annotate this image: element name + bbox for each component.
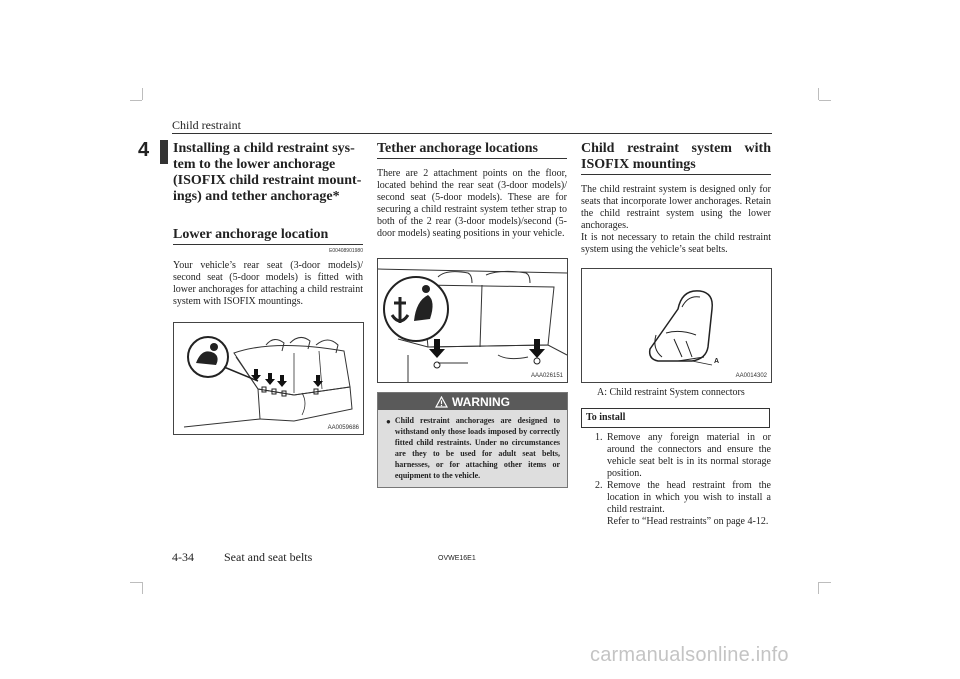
lower-anchorage-heading: Lower anchorage location: [173, 227, 363, 245]
crop-mark: [818, 582, 819, 594]
section-title: [173, 141, 363, 205]
step-text: Remove the head restraint from the location in which you wish to install a child restraint.: [607, 480, 771, 515]
column-3: [581, 141, 771, 528]
watermark: carmanualsonline.info: [590, 644, 789, 666]
child-seat-illustration: [582, 269, 771, 382]
crop-mark: [142, 582, 143, 594]
footer-section: Seat and seat belts: [224, 550, 313, 564]
warning-box: [377, 392, 568, 488]
header-rule: [172, 133, 772, 134]
warning-text: Child restraint anchorages are designed to withstand only those loads imposed by correctly fitted child restraints. Under no circumstances are they to be used for adult seat belts, harnesses, or for attaching other items or equipment to the vehicle.: [394, 416, 560, 480]
lower-anchorage-figure: [173, 322, 364, 435]
page-number: 4-34: [172, 550, 194, 564]
isofix-heading-line: ISOFIX mountings: [581, 157, 696, 172]
figure-caption: A: Child restraint System connectors: [597, 387, 745, 398]
section-title-line: (ISOFIX child restraint mount-: [173, 173, 362, 188]
tether-anchorage-text: There are 2 attachment points on the floor, located behind the rear seat (3-door models)/ second seat (5-door models). These are for securing a child restraint system tether strap to both of the 2 rear (3-door models)/second (5-door models) seating positions in your vehicle.: [377, 168, 567, 239]
warning-body: [378, 410, 567, 487]
figure-code: AAA026151: [530, 373, 563, 379]
figure-code: AA0014302: [735, 373, 767, 379]
install-step: [605, 480, 771, 528]
tether-anchorage-heading: Tether anchorage locations: [377, 141, 567, 159]
tether-anchorage-figure: [377, 258, 568, 383]
isofix-heading-line: Child restraint system with: [581, 141, 771, 156]
section-title-line: ings) and tether anchorage*: [173, 189, 340, 204]
lower-anchorage-text: Your vehicle’s rear seat (3-door models)/ second seat (5-door models) is fitted with lower anchorages for attaching a child restraint system with ISOFIX mountings.: [173, 260, 363, 307]
figure-code: AA0059686: [327, 425, 359, 431]
connector-label: A: [714, 358, 720, 365]
section-code: E00408901980: [329, 248, 363, 254]
crop-mark: [130, 100, 142, 101]
isofix-heading: [581, 141, 771, 175]
chapter-tab: [160, 140, 168, 164]
footer-code: OVWE16E1: [438, 555, 476, 562]
bullet-icon: ●: [386, 417, 391, 426]
child-seat-figure: [581, 268, 772, 383]
isofix-text-2: It is not necessary to retain the child restraint system using the vehicle’s seat belts.: [581, 232, 771, 255]
section-title-line: tem to the lower anchorage: [173, 157, 336, 172]
tether-anchor-illustration: [378, 259, 567, 382]
warning-label: WARNING: [452, 394, 510, 409]
crop-mark: [818, 88, 819, 100]
install-step: [605, 432, 771, 480]
isofix-text: The child restraint system is designed only for seats that incorporate lower anchorages. Retain the child restraint system using the lower anchorages.: [581, 184, 771, 231]
to-install-heading: To install: [581, 408, 770, 428]
column-2: [377, 141, 567, 488]
section-title-line: Installing a child restraint sys-: [173, 141, 355, 156]
rear-seat-anchor-illustration: [174, 323, 363, 434]
column-1: [173, 141, 363, 435]
warning-triangle-icon: [435, 396, 448, 408]
crop-mark: [130, 582, 142, 583]
step-text: Remove any foreign material in or around the connectors and ensure the vehicle seat belt is in its normal storage position.: [607, 432, 771, 479]
chapter-number: 4: [138, 139, 150, 161]
running-header: Child restraint: [172, 118, 241, 132]
crop-mark: [142, 88, 143, 100]
warning-header: [378, 393, 567, 410]
page-reference: Refer to “Head restraints” on page 4-12.: [607, 516, 769, 527]
crop-mark: [819, 582, 831, 583]
install-steps: [581, 432, 771, 528]
crop-mark: [819, 100, 831, 101]
